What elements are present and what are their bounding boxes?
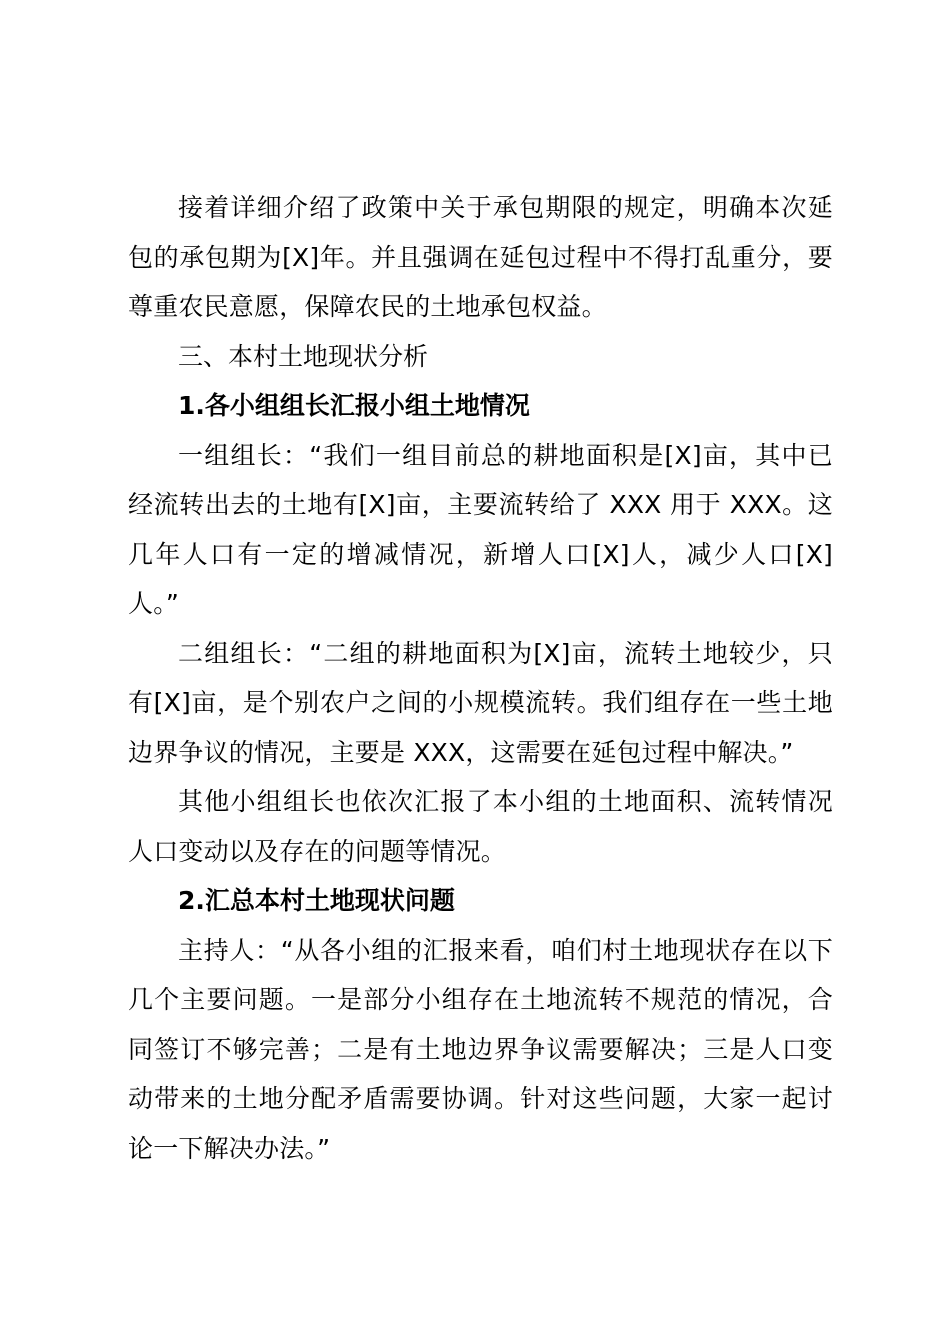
paragraph-group-two-report: 二组组长：“二组的耕地面积为[X]亩，流转土地较少，只有[X]亩，是个别农户之间的小规模流转。我们组存在一些土地边界争议的情况，主要是 XXX，这需要在延包过程中解决。”	[128, 638, 833, 767]
paragraph-other-groups: 其他小组组长也依次汇报了本小组的土地面积、流转情况人口变动以及存在的问题等情况。	[128, 787, 833, 866]
paragraph-host-summary: 主持人：“从各小组的汇报来看，咱们村土地现状存在以下几个主要问题。一是部分小组存在土地流转不规范的情况，合同签订不够完善；二是有土地边界争议需要解决；三是人口变动带来的土地分配矛盾需要协调。针对这些问题，大家一起讨论一下解决办法。”	[128, 935, 833, 1163]
document-body	[128, 183, 833, 1173]
paragraph-policy-term: 接着详细介绍了政策中关于承包期限的规定，明确本次延包的承包期为[X]年。并且强调在延包过程中不得打乱重分，要尊重农民意愿，保障农民的土地承包权益。	[128, 193, 833, 321]
subheading-summary-issues: 2.汇总本村土地现状问题	[178, 886, 455, 915]
subheading-group-reports: 1.各小组组长汇报小组土地情况	[178, 391, 530, 420]
paragraph-group-one-report: 一组组长：“我们一组目前总的耕地面积是[X]亩，其中已经流转出去的土地有[X]亩，主要流转给了 XXX 用于 XXX。这几年人口有一定的增减情况，新增人口[X]人，减少人口[X]人。”	[128, 440, 833, 618]
section-heading-land-status: 三、本村土地现状分析	[178, 341, 429, 371]
